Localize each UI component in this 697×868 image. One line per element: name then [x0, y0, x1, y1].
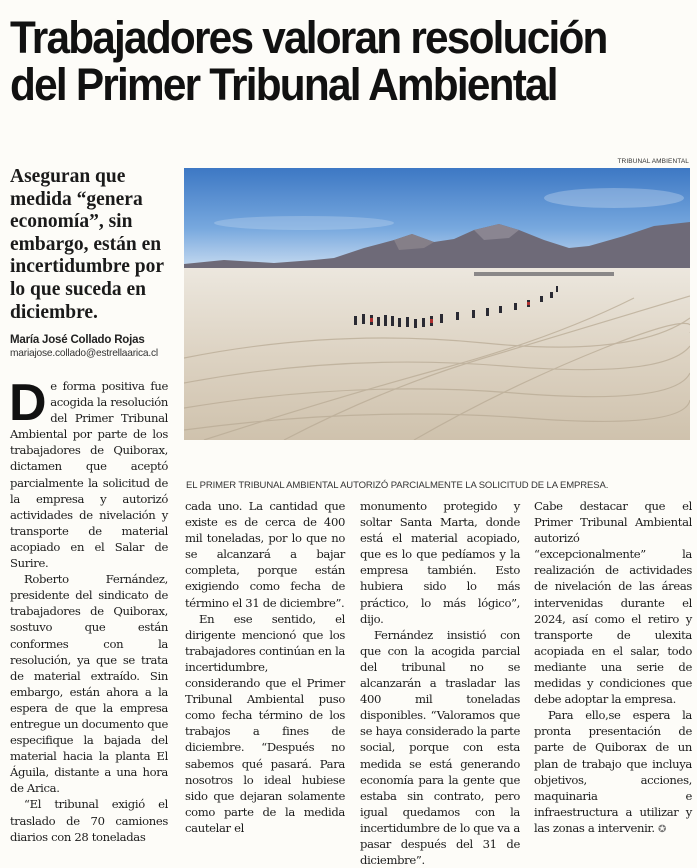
paragraph: Roberto Fernández, presidente del sindicato de trabajadores de Quiborax, sostuvo que están conformes con la resolución, ya que se trata de material extraído. Sin embargo, están ahora a la espera de que la empresa entregue un documento que especifique la bajada del material hacia la planta El Águila, distante a una hora de Arica. — [10, 572, 168, 796]
headline-line-2: del Primer Tribunal Ambiental — [10, 59, 557, 110]
paragraph-text: Para ello,se espera la pronta presentación de parte de Quiborax de un plan de trabajo que incluya objetivos, acciones, maquinaria e infraestructura a utilizar y las zonas a intervenir. — [534, 708, 692, 835]
drop-cap: D — [9, 374, 47, 432]
headline-line-1: Trabajadores valoran resolución — [10, 12, 607, 63]
paragraph: monumento protegido y soltar Santa Marta, donde está el material acopiado, que es lo que pedíamos y la empresa también. Esto hubiera sido lo más práctico, lo más lógico”, dijo. — [360, 499, 520, 626]
paragraph — [534, 707, 692, 838]
photo-credit: TRIBUNAL AMBIENTAL — [617, 158, 689, 165]
photo-caption: EL PRIMER TRIBUNAL AMBIENTAL AUTORIZÓ PARCIALMENTE LA SOLICITUD DE LA EMPRESA. — [186, 480, 609, 491]
end-mark-icon: ✪ — [658, 823, 667, 835]
article-column-4 — [534, 498, 692, 838]
paragraph: Cabe destacar que el Primer Tribunal Ambiental autorizó “excepcionalmente” la realización de actividades de nivelación de las áreas intervenidas durante el 2024, así como el retiro y transporte de ulexita acopiada en el salar, todo mediante una serie de medidas y condiciones que debe adoptar la empresa. — [534, 499, 692, 707]
paragraph: cada uno. La cantidad que existe es de cerca de 400 mil toneladas, por lo que no se alcanzará a bajar completa, porque están exigiendo como fecha de término el 31 de diciembre”. — [185, 499, 345, 610]
article-column-1 — [9, 374, 168, 845]
article-column-2 — [185, 498, 345, 836]
paragraph-text: e forma positiva fue acogida la resolución del Primer Tribunal Ambiental por parte de los trabajadores de Quiborax, dictamen que aceptó parcialmente la solicitud de la empresa y autorizó actividades de nivelación y transporte de material acopiado en el Salar de Surire. — [10, 379, 168, 571]
salt-flat-photo — [184, 168, 690, 440]
author-email: mariajose.collado@estrellaarica.cl — [10, 348, 158, 359]
author-name: María José Collado Rojas — [10, 334, 145, 346]
headline — [10, 14, 642, 108]
subtitle: Aseguran que medida “genera economía”, sin embargo, están en incertidumbre por lo que suceda en diciembre. — [10, 166, 164, 323]
paragraph: Fernández insistió con que con la acogida parcial del tribunal no se alcanzarán a trasladar las 400 mil toneladas disponibles. “Valoramos que se haya considerado la parte social, porque con esta medida se está generando economía para la gente que estaba sin contrato, pero igual quedamos con la incertidumbre de lo que va a pasar después del 31 de diciembre”. — [360, 627, 520, 868]
paragraph — [9, 374, 168, 571]
paragraph: “El tribunal exigió el traslado de 70 camiones diarios con 28 toneladas — [10, 797, 168, 844]
article-column-3 — [360, 498, 520, 868]
byline — [10, 334, 185, 359]
paragraph: En ese sentido, el dirigente mencionó que los trabajadores continúan en la incertidumbre, considerando que el Primer Tribunal Ambiental puso como fecha término de los trabajos a fines de diciembre. “Después no sabemos qué pasará. Para nosotros lo ideal hubiese sido que dejaran solamente como parte de la medida cautelar el — [185, 611, 345, 835]
